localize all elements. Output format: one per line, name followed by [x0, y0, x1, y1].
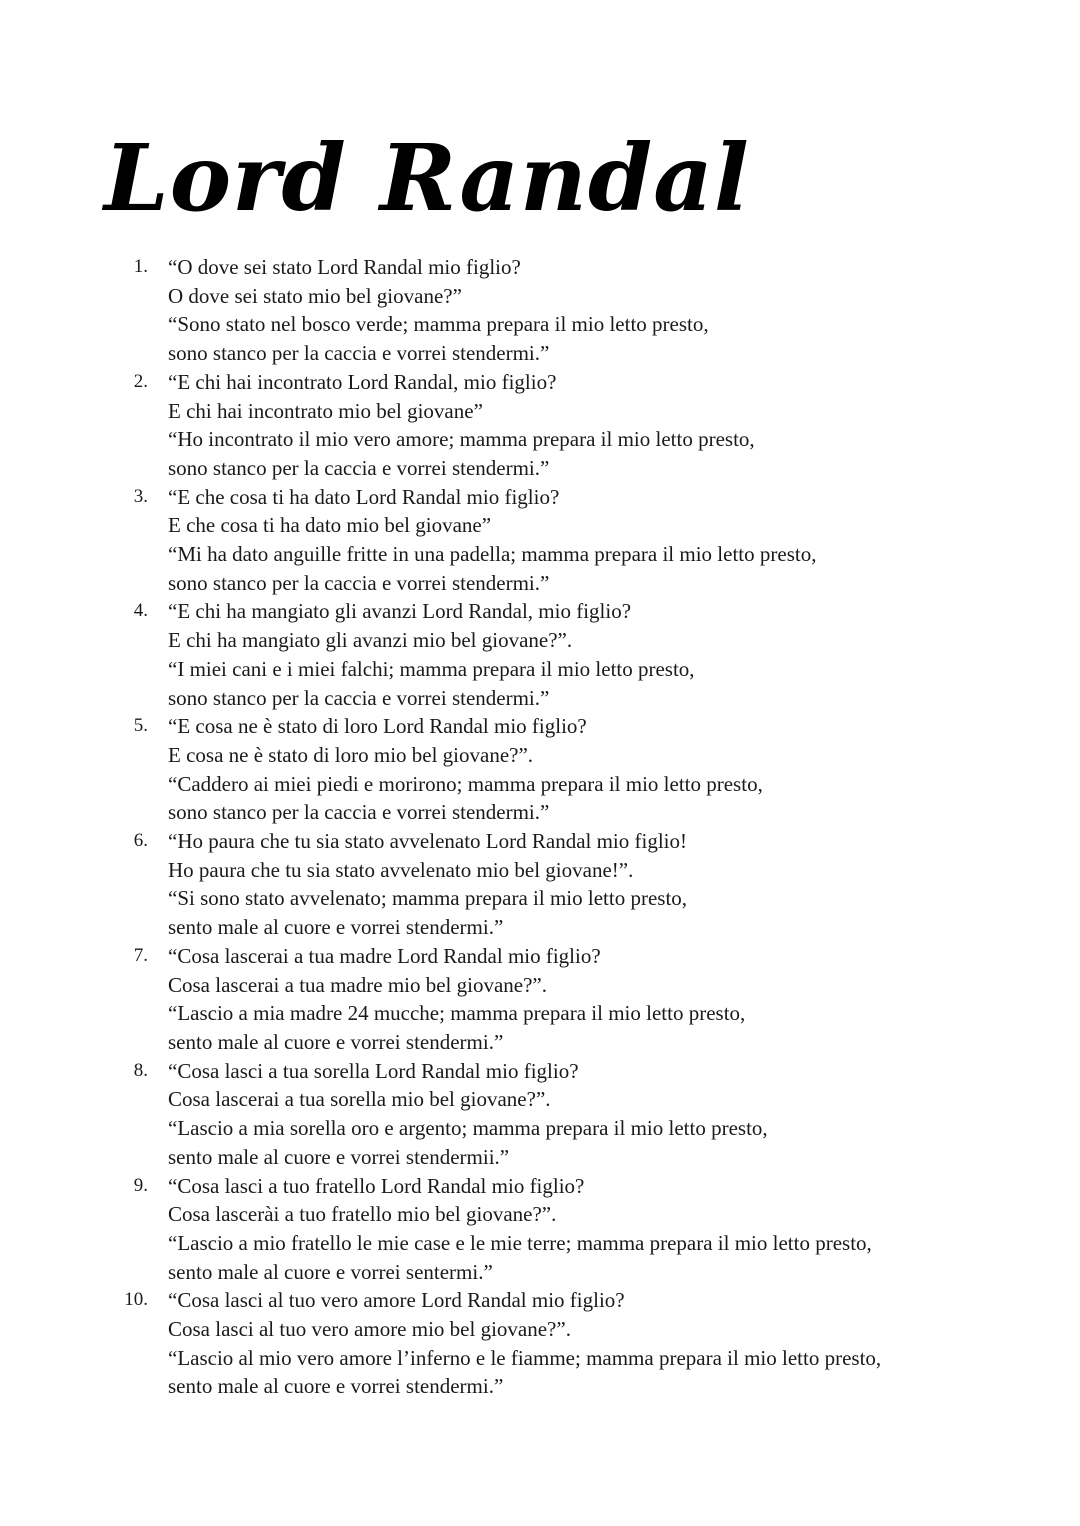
- poem-line: “Sono stato nel bosco verde; mamma prepara il mio letto presto,: [168, 312, 709, 337]
- stanza-1: [0, 253, 1080, 368]
- stanza-9: [0, 1172, 1080, 1287]
- stanza-number: 4.: [133, 600, 148, 622]
- poem-line: Cosa lascerai a tua madre mio bel giovane?”.: [168, 972, 548, 997]
- poem-line: “E cosa ne è stato di loro Lord Randal mio figlio?: [168, 714, 587, 739]
- stanza-number: 3.: [133, 485, 148, 507]
- stanza-2: [0, 368, 1080, 483]
- poem-line: “E che cosa ti ha dato Lord Randal mio figlio?: [168, 484, 560, 509]
- poem-line: E che cosa ti ha dato mio bel giovane”: [168, 513, 492, 538]
- poem-line: “Cosa lasci a tuo fratello Lord Randal mio figlio?: [168, 1173, 585, 1198]
- poem-stanza-list: [0, 253, 1080, 1401]
- poem-line: “Lascio a mio fratello le mie case e le mie terre; mamma prepara il mio letto presto,: [168, 1230, 872, 1255]
- poem-line: sento male al cuore e vorrei stendermi.”: [168, 915, 504, 940]
- stanza-3: [0, 483, 1080, 598]
- poem-line: E cosa ne è stato di loro mio bel giovane?”.: [168, 742, 534, 767]
- stanza-6: [0, 827, 1080, 942]
- poem-line: “Cosa lasci al tuo vero amore Lord Randal mio figlio?: [168, 1288, 625, 1313]
- poem-line: “E chi hai incontrato Lord Randal, mio figlio?: [168, 369, 557, 394]
- stanza-number: 8.: [133, 1059, 148, 1081]
- poem-line: sento male al cuore e vorrei stendermii.”: [168, 1144, 510, 1169]
- poem-line: O dove sei stato mio bel giovane?”: [168, 283, 462, 308]
- poem-line: sono stanco per la caccia e vorrei stendermi.”: [168, 455, 550, 480]
- poem-line: sento male al cuore e vorrei stendermi.”: [168, 1029, 504, 1054]
- poem-line: “Caddero ai miei piedi e morirono; mamma prepara il mio letto presto,: [168, 771, 763, 796]
- poem-line: “O dove sei stato Lord Randal mio figlio?: [168, 255, 521, 279]
- stanza-number: 10.: [124, 1289, 148, 1311]
- poem-line: E chi ha mangiato gli avanzi mio bel giovane?”.: [168, 628, 573, 653]
- poem-line: “Lascio a mia madre 24 mucche; mamma prepara il mio letto presto,: [168, 1001, 746, 1026]
- stanza-number: 5.: [133, 715, 148, 737]
- stanza-number: 2.: [133, 370, 148, 392]
- poem-line: sono stanco per la caccia e vorrei stendermi.”: [168, 341, 550, 366]
- poem-line: “E chi ha mangiato gli avanzi Lord Randal, mio figlio?: [168, 599, 632, 624]
- poem-line: Cosa lascerài a tuo fratello mio bel giovane?”.: [168, 1202, 557, 1227]
- stanza-4: [0, 597, 1080, 712]
- stanza-number: 1.: [133, 256, 148, 277]
- stanza-8: [0, 1057, 1080, 1172]
- poem-line: sono stanco per la caccia e vorrei stendermi.”: [168, 685, 550, 710]
- poem-line: “Ho paura che tu sia stato avvelenato Lord Randal mio figlio!: [168, 829, 688, 854]
- stanza-number: 7.: [133, 944, 148, 966]
- stanza-number: 9.: [133, 1174, 148, 1196]
- poem-line: “Lascio al mio vero amore l’inferno e le fiamme; mamma prepara il mio letto presto,: [168, 1345, 882, 1370]
- poem-line: “Cosa lascerai a tua madre Lord Randal mio figlio?: [168, 943, 601, 968]
- poem-line: E chi hai incontrato mio bel giovane”: [168, 398, 483, 423]
- poem-line: “Mi ha dato anguille fritte in una padella; mamma prepara il mio letto presto,: [168, 542, 817, 567]
- stanza-7: [0, 942, 1080, 1057]
- poem-line: “Ho incontrato il mio vero amore; mamma prepara il mio letto presto,: [168, 427, 755, 452]
- page-title: Lord Randal: [104, 124, 750, 232]
- poem-line: sento male al cuore e vorrei stendermi.”: [168, 1374, 504, 1399]
- poem-line: “I miei cani e i miei falchi; mamma prepara il mio letto presto,: [168, 656, 695, 681]
- stanza-5: [0, 712, 1080, 827]
- poem-line: sento male al cuore e vorrei sentermi.”: [168, 1259, 493, 1284]
- poem-line: sono stanco per la caccia e vorrei stendermi.”: [168, 570, 550, 595]
- poem-line: “Cosa lasci a tua sorella Lord Randal mio figlio?: [168, 1058, 579, 1083]
- stanza-number: 6.: [133, 830, 148, 852]
- poem-line: Cosa lascerai a tua sorella mio bel giovane?”.: [168, 1087, 551, 1112]
- poem-line: “Lascio a mia sorella oro e argento; mamma prepara il mio letto presto,: [168, 1116, 768, 1141]
- poem-line: sono stanco per la caccia e vorrei stendermi.”: [168, 800, 550, 825]
- poem-line: Cosa lasci al tuo vero amore mio bel giovane?”.: [168, 1317, 571, 1342]
- stanza-10: [0, 1286, 1080, 1401]
- poem-line: Ho paura che tu sia stato avvelenato mio bel giovane!”.: [168, 857, 634, 882]
- poem-line: “Si sono stato avvelenato; mamma prepara il mio letto presto,: [168, 886, 688, 911]
